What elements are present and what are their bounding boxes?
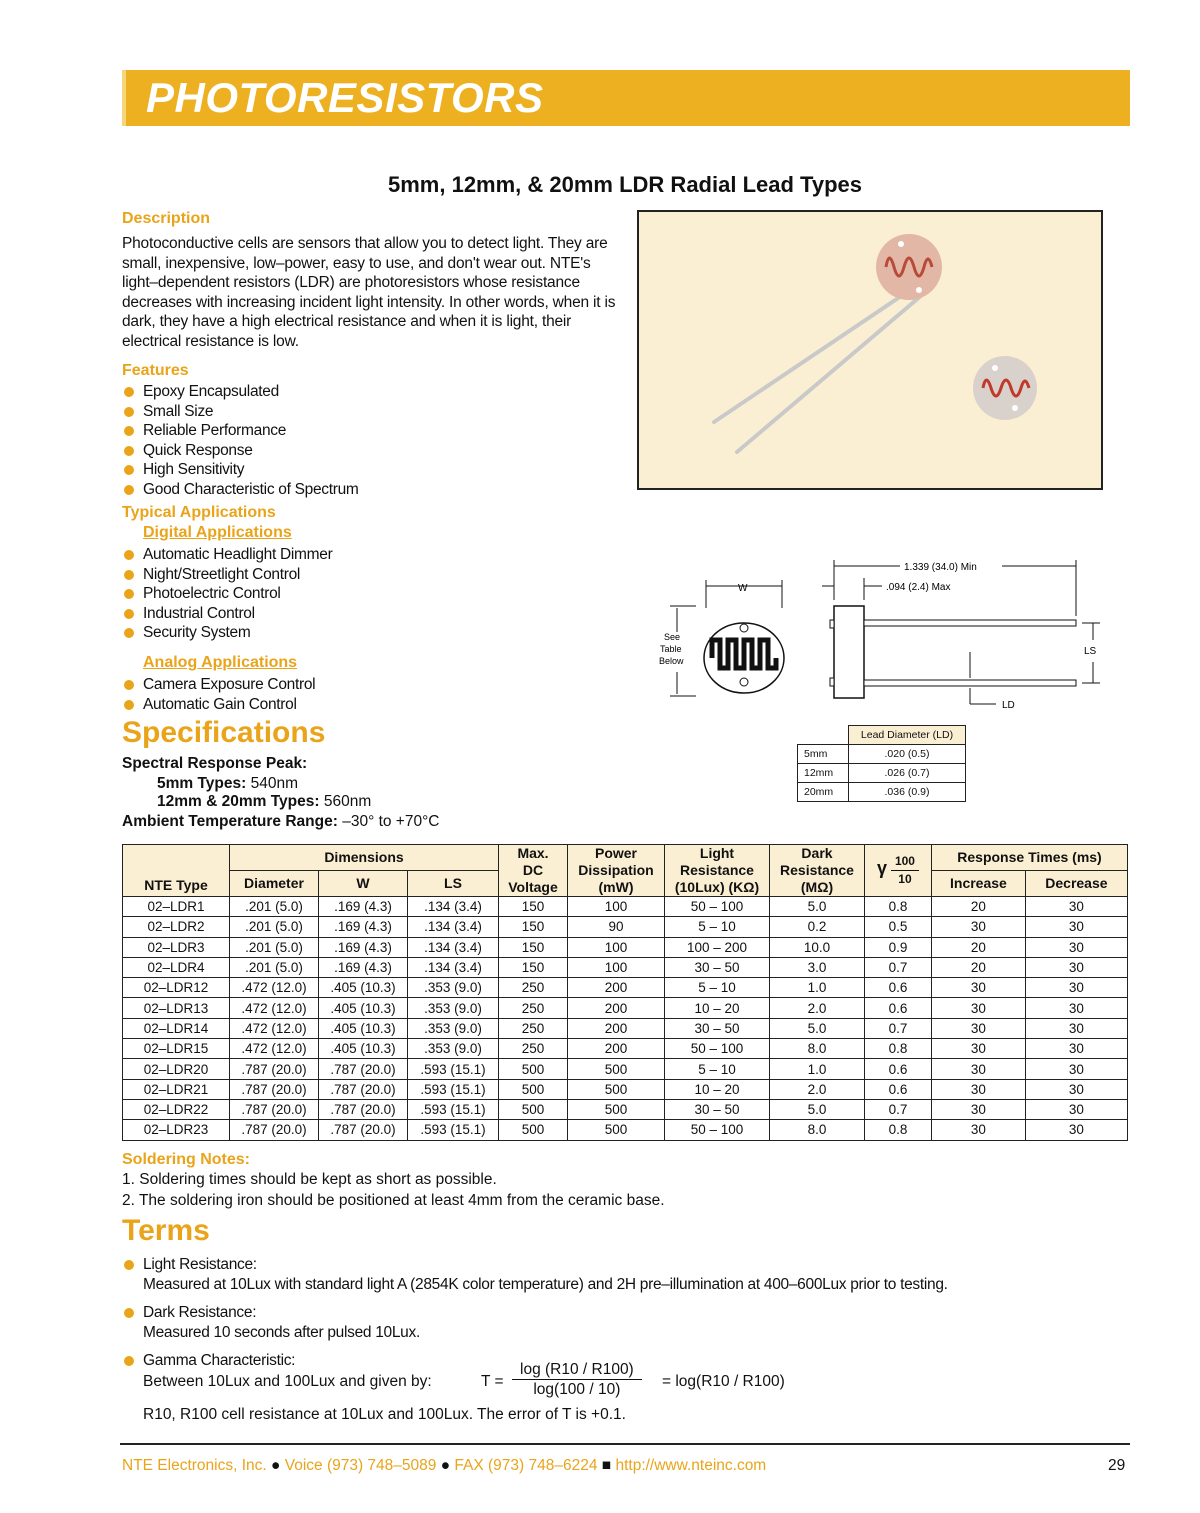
list-item: Quick Response <box>122 441 359 461</box>
table-cell: 200 <box>568 978 665 998</box>
table-cell: .353 (9.0) <box>408 1018 499 1038</box>
table-cell: .787 (20.0) <box>230 1099 319 1119</box>
website-link[interactable]: http://www.nteinc.com <box>615 1457 767 1474</box>
table-cell: 02–LDR13 <box>123 998 230 1018</box>
terms-list <box>122 1255 1122 1371</box>
table-cell: .134 (3.4) <box>408 957 499 977</box>
table-cell: .787 (20.0) <box>319 1059 408 1079</box>
table-cell: 1.0 <box>770 978 865 998</box>
gamma-note: R10, R100 cell resistance at 10Lux and 100Lux. The error of T is +0.1. <box>143 1406 626 1423</box>
table-cell: .353 (9.0) <box>408 1039 499 1059</box>
spec-ambient: Ambient Temperature Range: –30° to +70°C <box>122 813 440 830</box>
table-row: 12mm .026 (0.7) <box>798 764 966 783</box>
table-cell: 02–LDR4 <box>123 957 230 977</box>
table-cell: 30 <box>1025 1018 1127 1038</box>
table-cell: .169 (4.3) <box>319 937 408 957</box>
table-cell: .787 (20.0) <box>319 1120 408 1140</box>
col-ls: LS <box>408 871 499 897</box>
table-cell: 02–LDR3 <box>123 937 230 957</box>
table-cell: 500 <box>568 1059 665 1079</box>
table-cell: 02–LDR20 <box>123 1059 230 1079</box>
page-number: 29 <box>1108 1457 1126 1474</box>
table-row <box>123 1120 1128 1140</box>
table-cell: .787 (20.0) <box>319 1099 408 1119</box>
table-cell: .787 (20.0) <box>230 1059 319 1079</box>
table-cell: .201 (5.0) <box>230 917 319 937</box>
table-cell: 02–LDR2 <box>123 917 230 937</box>
list-item: Epoxy Encapsulated <box>122 382 359 402</box>
table-cell: .169 (4.3) <box>319 917 408 937</box>
table-cell: 50 – 100 <box>665 1039 770 1059</box>
table-cell: .405 (10.3) <box>319 1018 408 1038</box>
table-cell: 30 <box>1025 1059 1127 1079</box>
table-cell: 30 <box>932 978 1026 998</box>
col-max-dc: Max. DC Voltage <box>499 845 568 897</box>
table-row <box>123 1018 1128 1038</box>
table-cell: 30 – 50 <box>665 1099 770 1119</box>
table-cell: 30 <box>1025 917 1127 937</box>
table-cell: .472 (12.0) <box>230 998 319 1018</box>
terms-heading: Terms <box>122 1214 210 1247</box>
table-cell: 250 <box>499 1018 568 1038</box>
table-cell: 100 <box>568 937 665 957</box>
table-cell: 150 <box>499 937 568 957</box>
table-cell: 5.0 <box>770 1018 865 1038</box>
table-cell: .353 (9.0) <box>408 998 499 1018</box>
table-cell: 30 – 50 <box>665 1018 770 1038</box>
gamma-t-label: T = <box>481 1373 504 1390</box>
table-cell: 30 <box>1025 998 1127 1018</box>
table-cell: 30 <box>932 917 1026 937</box>
table-cell: 200 <box>568 998 665 1018</box>
gamma-lead-text: Between 10Lux and 100Lux and given by: <box>143 1373 432 1390</box>
term-light-resistance: Light Resistance: Measured at 10Lux with standard light A (2854K color temperature) and 2H pre–illumination at 400–600Lux prior to testing. <box>122 1255 1122 1294</box>
list-item: Reliable Performance <box>122 421 359 441</box>
table-cell: 8.0 <box>770 1039 865 1059</box>
table-cell: .353 (9.0) <box>408 978 499 998</box>
term-dark-resistance: Dark Resistance: Measured 10 seconds after pulsed 10Lux. <box>122 1303 1122 1342</box>
table-cell: 1.0 <box>770 1059 865 1079</box>
base-label: .094 (2.4) Max <box>886 582 951 593</box>
table-cell: 20 <box>932 897 1026 917</box>
table-cell: 20 <box>932 957 1026 977</box>
term-gamma: Gamma Characteristic: <box>122 1351 1122 1371</box>
table-cell: 30 <box>1025 957 1127 977</box>
table-cell: 02–LDR22 <box>123 1099 230 1119</box>
table-cell: 0.9 <box>865 937 932 957</box>
table-cell: 10 – 20 <box>665 1079 770 1099</box>
table-cell: 30 <box>1025 897 1127 917</box>
table-cell: 250 <box>499 978 568 998</box>
table-cell: .593 (15.1) <box>408 1079 499 1099</box>
table-cell: 2.0 <box>770 998 865 1018</box>
table-row: 20mm .036 (0.9) <box>798 783 966 802</box>
table-row <box>123 1059 1128 1079</box>
table-cell: .169 (4.3) <box>319 957 408 977</box>
digital-applications-list <box>122 545 332 643</box>
table-cell: 0.5 <box>865 917 932 937</box>
list-item: High Sensitivity <box>122 460 359 480</box>
table-cell: 02–LDR14 <box>123 1018 230 1038</box>
table-cell: 0.7 <box>865 957 932 977</box>
col-dimensions: Dimensions <box>230 845 499 871</box>
table-cell: 02–LDR15 <box>123 1039 230 1059</box>
soldering-heading: Soldering Notes: <box>122 1151 251 1168</box>
table-cell: 0.6 <box>865 1059 932 1079</box>
table-row <box>123 998 1128 1018</box>
table-cell: 30 – 50 <box>665 957 770 977</box>
table-cell: 30 <box>1025 1039 1127 1059</box>
table-cell: .405 (10.3) <box>319 1039 408 1059</box>
table-cell: 0.7 <box>865 1018 932 1038</box>
list-item: Photoelectric Control <box>122 584 332 604</box>
list-item: Small Size <box>122 402 359 422</box>
table-cell: .405 (10.3) <box>319 978 408 998</box>
table-cell: .472 (12.0) <box>230 978 319 998</box>
table-cell: 02–LDR23 <box>123 1120 230 1140</box>
table-cell: .593 (15.1) <box>408 1120 499 1140</box>
table-cell: 500 <box>499 1120 568 1140</box>
table-cell: 2.0 <box>770 1079 865 1099</box>
table-cell: 150 <box>499 897 568 917</box>
soldering-note-1: 1. Soldering times should be kept as short as possible. <box>122 1171 497 1188</box>
photoresistor-image <box>639 212 1101 488</box>
table-cell: 8.0 <box>770 1120 865 1140</box>
footer: NTE Electronics, Inc. ● Voice (973) 748–5089 ● FAX (973) 748–6224 ■ http://www.nteinc.com <box>122 1457 767 1474</box>
col-diameter: Diameter <box>230 871 319 897</box>
table-cell: .134 (3.4) <box>408 937 499 957</box>
table-cell: 0.8 <box>865 897 932 917</box>
table-label: Table <box>660 644 682 654</box>
table-cell: 30 <box>932 1099 1026 1119</box>
table-cell: 5 – 10 <box>665 1059 770 1079</box>
table-cell: 30 <box>1025 1079 1127 1099</box>
table-cell: 10.0 <box>770 937 865 957</box>
table-cell: 10 – 20 <box>665 998 770 1018</box>
spec-5mm: 5mm Types: 540nm <box>157 775 299 792</box>
table-cell: 500 <box>568 1099 665 1119</box>
table-row <box>123 1039 1128 1059</box>
table-cell: 0.6 <box>865 1079 932 1099</box>
col-increase: Increase <box>932 871 1026 897</box>
list-item: Night/Streetlight Control <box>122 565 332 585</box>
table-cell: 5 – 10 <box>665 917 770 937</box>
table-cell: 200 <box>568 1018 665 1038</box>
table-cell: .201 (5.0) <box>230 937 319 957</box>
table-cell: 500 <box>499 1059 568 1079</box>
table-cell: .134 (3.4) <box>408 917 499 937</box>
table-cell: 50 – 100 <box>665 897 770 917</box>
table-cell: .201 (5.0) <box>230 957 319 977</box>
table-cell: 200 <box>568 1039 665 1059</box>
table-cell: .472 (12.0) <box>230 1018 319 1038</box>
features-list <box>122 382 359 499</box>
table-cell: .472 (12.0) <box>230 1039 319 1059</box>
table-cell: 30 <box>1025 937 1127 957</box>
product-subtitle: 5mm, 12mm, & 20mm LDR Radial Lead Types <box>388 172 862 197</box>
table-cell: .134 (3.4) <box>408 897 499 917</box>
gamma-result: = log(R10 / R100) <box>662 1373 785 1390</box>
col-dark-resistance: Dark Resistance (MΩ) <box>770 845 865 897</box>
banner-highlight <box>122 70 126 126</box>
ldr-table <box>122 844 1128 1141</box>
table-cell: 30 <box>932 1039 1026 1059</box>
analog-applications-heading: Analog Applications <box>143 654 298 671</box>
page-title: PHOTORESISTORS <box>146 74 544 121</box>
table-cell: 0.8 <box>865 1039 932 1059</box>
soldering-note-2: 2. The soldering iron should be positioned at least 4mm from the ceramic base. <box>122 1192 665 1209</box>
col-gamma: γ $\frac{100}{10}$ <box>865 845 932 897</box>
table-cell: .787 (20.0) <box>230 1079 319 1099</box>
list-item: Automatic Gain Control <box>122 695 315 715</box>
table-cell: .593 (15.1) <box>408 1099 499 1119</box>
col-nte-type: NTE Type <box>123 845 230 897</box>
table-cell: .169 (4.3) <box>319 897 408 917</box>
applications-heading: Typical Applications <box>122 504 276 521</box>
table-cell: 0.2 <box>770 917 865 937</box>
table-cell: 250 <box>499 1039 568 1059</box>
table-cell: 500 <box>499 1099 568 1119</box>
list-item: Industrial Control <box>122 604 332 624</box>
table-cell: 30 <box>932 1120 1026 1140</box>
table-cell: 30 <box>1025 1099 1127 1119</box>
table-cell: 100 <box>568 897 665 917</box>
col-power: Power Dissipation (mW) <box>568 845 665 897</box>
col-response-times: Response Times (ms) <box>932 845 1128 871</box>
table-row <box>123 978 1128 998</box>
table-row: 5mm .020 (0.5) <box>798 745 966 764</box>
table-cell: .787 (20.0) <box>319 1079 408 1099</box>
table-cell: 100 – 200 <box>665 937 770 957</box>
table-cell: 150 <box>499 957 568 977</box>
table-cell: .201 (5.0) <box>230 897 319 917</box>
spectral-label: Spectral Response Peak: <box>122 755 308 772</box>
table-cell: 20 <box>932 937 1026 957</box>
col-decrease: Decrease <box>1025 871 1127 897</box>
table-row <box>123 937 1128 957</box>
table-cell: 0.6 <box>865 978 932 998</box>
description-text: Photoconductive cells are sensors that allow you to detect light. They are small, inexpensive, low–power, easy to use, and don't wear out. NTE's light–dependent resistors (LDR) are photoresistors whose resistance decreases with increasing incident light intensity. In other words, when it is dark, they have a high electrical resistance and when it is light, their electrical resistance is low. <box>122 235 616 350</box>
dimension-diagram <box>650 548 1130 718</box>
lead-table-header: Lead Diameter (LD) <box>849 726 966 745</box>
table-row <box>123 957 1128 977</box>
description-heading: Description <box>122 210 211 227</box>
list-item: Camera Exposure Control <box>122 675 315 695</box>
col-w: W <box>319 871 408 897</box>
table-cell: 30 <box>1025 1120 1127 1140</box>
product-photo <box>637 210 1103 490</box>
specifications-heading: Specifications <box>122 716 326 749</box>
digital-applications-heading: Digital Applications <box>143 524 292 541</box>
gamma-formula: $\frac{\log (R10 / R100)}{\log(100 / 10)}$ <box>512 1360 642 1399</box>
table-cell: 500 <box>568 1079 665 1099</box>
table-row <box>123 1099 1128 1119</box>
table-cell: 0.8 <box>865 1120 932 1140</box>
table-cell: 02–LDR12 <box>123 978 230 998</box>
spec-12mm: 12mm & 20mm Types: 560nm <box>157 793 372 810</box>
table-row <box>123 897 1128 917</box>
table-cell: 30 <box>932 1079 1026 1099</box>
table-row <box>123 917 1128 937</box>
table-cell: 0.6 <box>865 998 932 1018</box>
length-label: 1.339 (34.0) Min <box>904 562 977 573</box>
list-item: Automatic Headlight Dimmer <box>122 545 332 565</box>
table-cell: 150 <box>499 917 568 937</box>
col-light-resistance: Light Resistance (10Lux) (KΩ) <box>665 845 770 897</box>
see-label: See <box>664 632 681 642</box>
table-cell: .593 (15.1) <box>408 1059 499 1079</box>
table-cell: 5.0 <box>770 1099 865 1119</box>
table-cell: 30 <box>932 1018 1026 1038</box>
below-label: Below <box>659 656 684 666</box>
table-cell: .787 (20.0) <box>230 1120 319 1140</box>
analog-applications-list <box>122 675 315 714</box>
table-cell: 500 <box>499 1079 568 1099</box>
table-cell: 30 <box>932 1059 1026 1079</box>
table-cell: 5.0 <box>770 897 865 917</box>
list-item: Good Characteristic of Spectrum <box>122 480 359 500</box>
list-item: Security System <box>122 623 332 643</box>
footer-divider <box>120 1443 1130 1445</box>
table-cell: 500 <box>568 1120 665 1140</box>
w-label: W <box>738 583 748 594</box>
table-cell: 90 <box>568 917 665 937</box>
table-cell: 0.7 <box>865 1099 932 1119</box>
table-cell: 02–LDR21 <box>123 1079 230 1099</box>
table-cell: 3.0 <box>770 957 865 977</box>
lead-diameter-table <box>797 725 966 802</box>
table-cell: .405 (10.3) <box>319 998 408 1018</box>
table-cell: 30 <box>1025 978 1127 998</box>
table-cell: 02–LDR1 <box>123 897 230 917</box>
features-heading: Features <box>122 362 189 379</box>
table-cell: 100 <box>568 957 665 977</box>
table-cell: 50 – 100 <box>665 1120 770 1140</box>
table-cell: 5 – 10 <box>665 978 770 998</box>
table-row <box>123 1079 1128 1099</box>
table-cell: 30 <box>932 998 1026 1018</box>
ls-label: LS <box>1084 646 1097 657</box>
ld-label: LD <box>1002 700 1015 711</box>
table-cell: 250 <box>499 998 568 1018</box>
